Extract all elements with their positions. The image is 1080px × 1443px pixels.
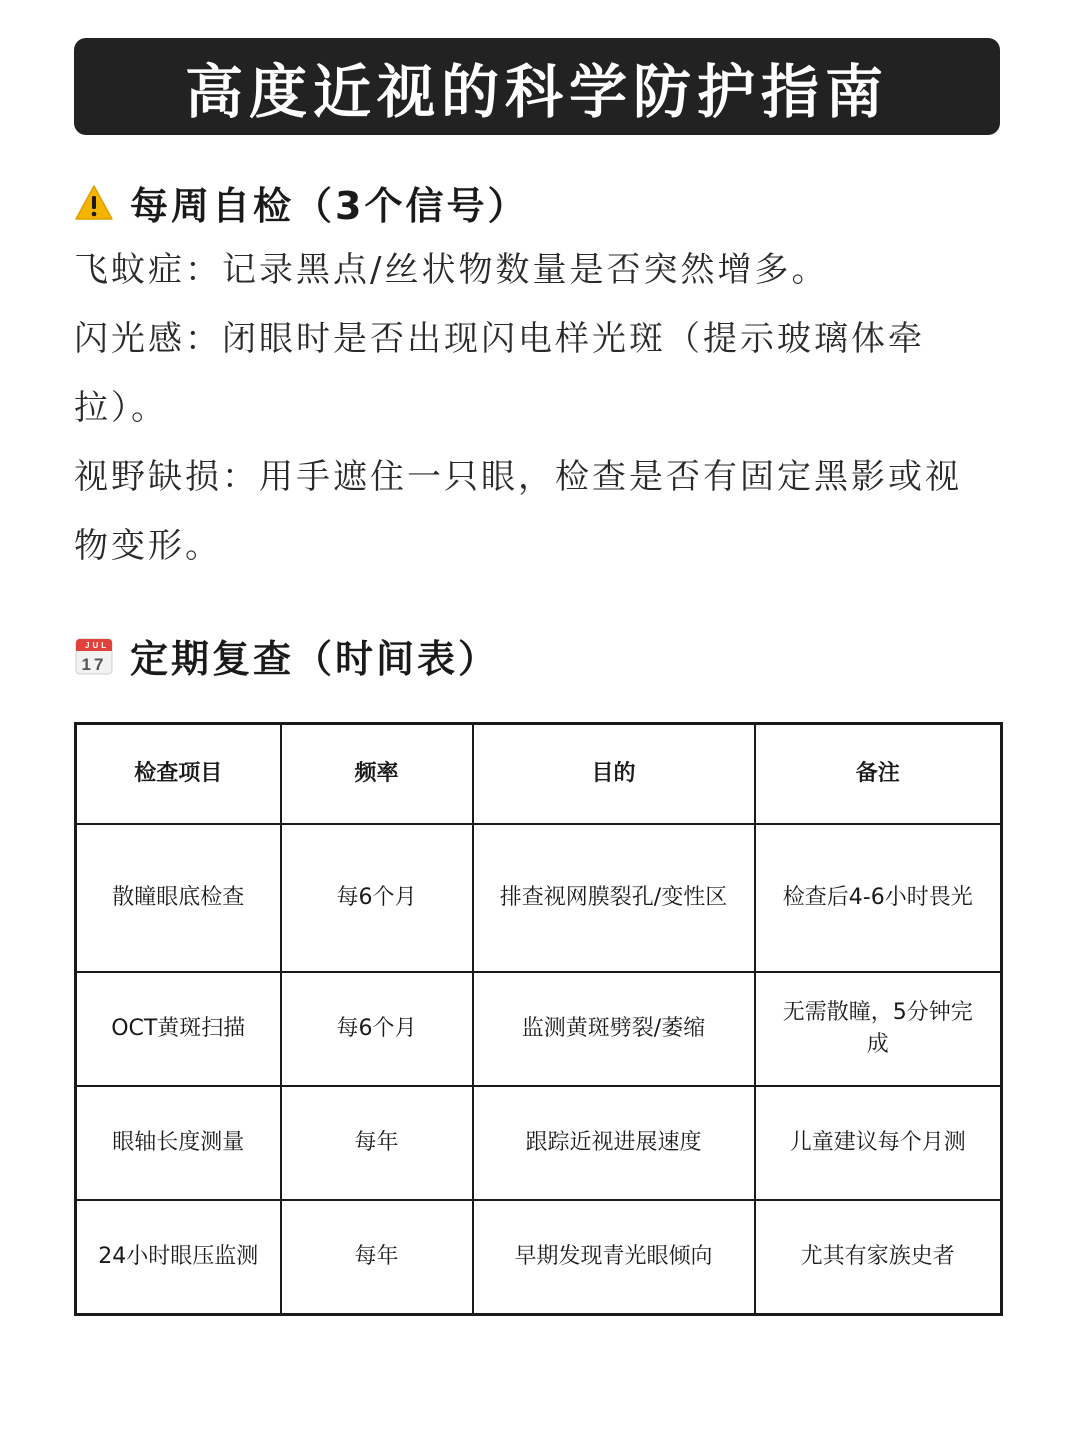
table-cell: 每6个月 [281, 972, 473, 1086]
table-cell: 跟踪近视进展速度 [473, 1086, 755, 1200]
table-cell: 尤其有家族史者 [755, 1200, 1002, 1315]
self-check-heading [74, 175, 528, 230]
table-cell: 每年 [281, 1200, 473, 1315]
check-item-flashes: 闪光感：闭眼时是否出现闪电样光斑（提示玻璃体牵拉）。 [74, 319, 925, 428]
table-cell: 早期发现青光眼倾向 [473, 1200, 755, 1315]
self-check-list [74, 236, 974, 581]
table-cell: 检查后4-6小时畏光 [755, 824, 1002, 972]
check-item-floaters: 飞蚊症：记录黑点/丝状物数量是否突然增多。 [74, 250, 829, 290]
schedule-heading-text: 定期复查（时间表） [130, 637, 500, 681]
table-row [76, 972, 1002, 1086]
title-banner [74, 38, 1000, 135]
table-cell: 监测黄斑劈裂/萎缩 [473, 972, 755, 1086]
calendar-month: JUL [85, 640, 110, 650]
check-item-visual-field: 视野缺损：用手遮住一只眼，检查是否有固定黑影或视物变形。 [74, 457, 962, 566]
page-title: 高度近视的科学防护指南 [184, 57, 889, 126]
self-check-heading-text: 每周自检（3个信号） [130, 184, 529, 228]
calendar-icon [74, 636, 114, 676]
table-header-row [76, 724, 1002, 825]
table-cell: 无需散瞳，5分钟完成 [755, 972, 1002, 1086]
table-cell: 24小时眼压监测 [76, 1200, 281, 1315]
table-cell: 儿童建议每个月测 [755, 1086, 1002, 1200]
schedule-table [74, 722, 1003, 1316]
column-header: 目的 [473, 724, 755, 825]
table-cell: OCT黄斑扫描 [76, 972, 281, 1086]
calendar-day: 17 [81, 654, 107, 674]
table-cell: 每6个月 [281, 824, 473, 972]
table-row [76, 1200, 1002, 1315]
column-header: 频率 [281, 724, 473, 825]
column-header: 检查项目 [76, 724, 281, 825]
table-cell: 眼轴长度测量 [76, 1086, 281, 1200]
column-header: 备注 [755, 724, 1002, 825]
table-row [76, 1086, 1002, 1200]
schedule-heading [74, 628, 499, 683]
table-cell: 每年 [281, 1086, 473, 1200]
warning-icon [74, 183, 114, 223]
table-row [76, 824, 1002, 972]
table-cell: 散瞳眼底检查 [76, 824, 281, 972]
table-cell: 排查视网膜裂孔/变性区 [473, 824, 755, 972]
